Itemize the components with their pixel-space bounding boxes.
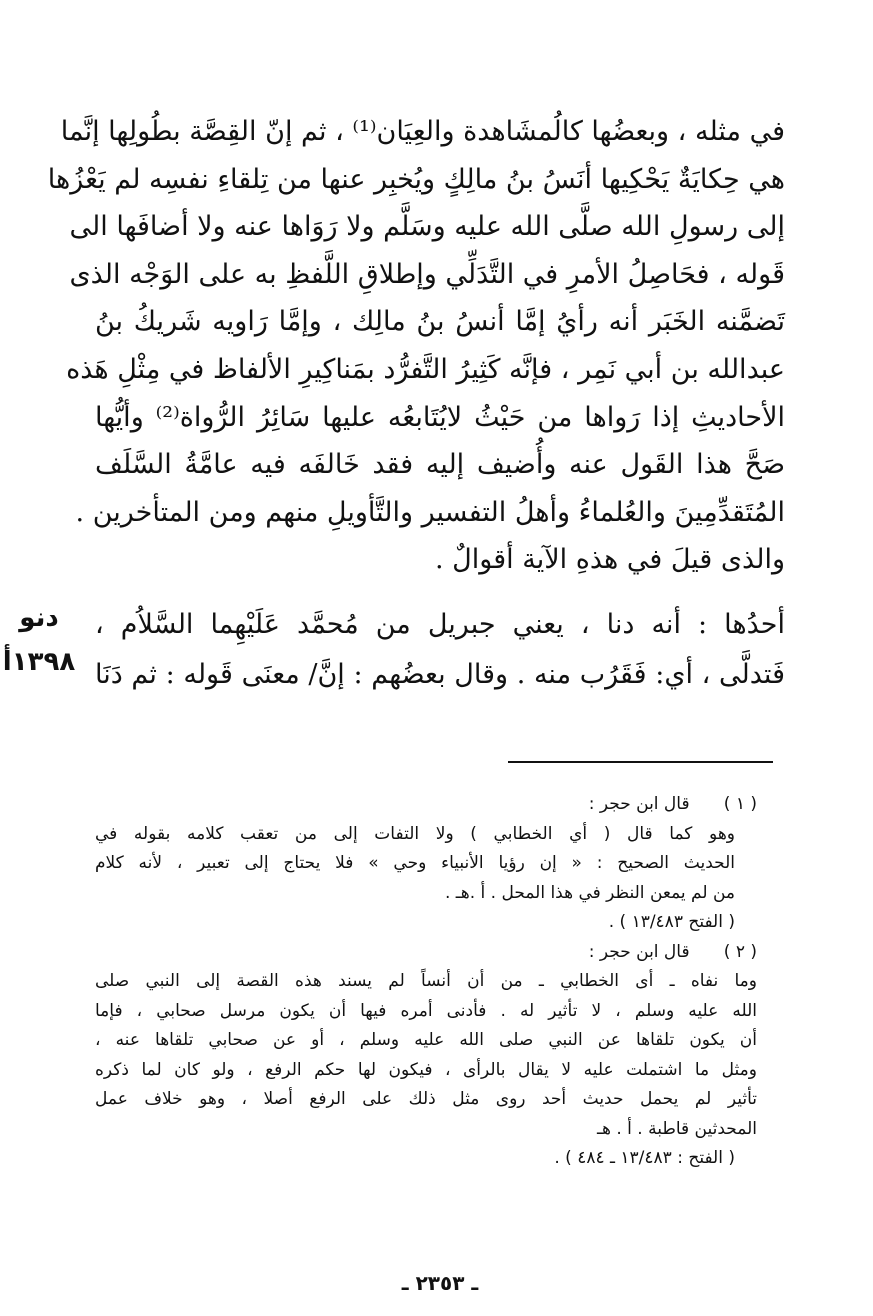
footnote-number: ( ٢ ) [723, 941, 757, 962]
main-text-line: إلى رسولِ الله صلَّى الله عليه وسَلَّم ولا رَوَاها عنه ولا أضافَها الى [69, 211, 785, 243]
main-text-block [47, 108, 785, 584]
footnotes-block [95, 790, 757, 1174]
footnote-reference: ( الفتح ١٣/٤٨٣ ) . [608, 912, 735, 932]
footnote-body [95, 967, 757, 1174]
footnote-line: الحديث الصحيح : « إن رؤيا الأنبياء وحي » فلا يحتاج إلى تعبير ، لأنه كلام [95, 853, 735, 873]
section-text-line: فَتدلَّى ، أي: فَقَرُب منه . وقال بعضُهم : إنَّ/ معنَى قَوله : ثم دَنَا [95, 659, 785, 690]
section-text-line: أحدُها : أنه دنا ، يعني جبريل من مُحمَّد عَلَيْهِما السَّلاُم ، [95, 609, 785, 640]
main-text-line: تَضمَّنه الخَبَر أنه رأيُ إمَّا أنسُ بنُ مالِك ، وإمَّا رَاويه شَريكُ بنُ [95, 306, 785, 338]
footnote-line: ومثل ما اشتملت عليه لا يقال بالرأى ، فيكون لها حكم الرفع ، ولو كان لما ذكره [95, 1059, 757, 1080]
page-number: ـ ٢٣٥٣ ـ [401, 1271, 479, 1295]
margin-note [0, 596, 78, 684]
footnote-line: المحدثين قاطبة . أ . هـ [596, 1118, 757, 1139]
section-aqwal-block [95, 600, 785, 700]
footnote-1 [95, 790, 757, 938]
footnote-heading [95, 938, 757, 968]
footnote-line: من لم يمعن النظر في هذا المحل . أ .هـ . [444, 882, 735, 903]
main-text-line: الأحاديثِ إذا رَواها من حَيْثُ لايُتَابعُه عليها سَائِرُ الرُّواة⁽²⁾ وأيُّها [95, 401, 785, 433]
footnote-2 [95, 938, 757, 1174]
margin-note-word: دنو [19, 603, 59, 633]
footnote-heading [95, 790, 757, 820]
main-text-line: قَوله ، فحَاصِلُ الأمرِ في التَّدَلِّي وإطلاقِ اللَّفظِ به على الوَجْه الذى [69, 258, 785, 290]
main-text-line: والذى قيلَ في هذهِ الآية أقوالٌ . [435, 544, 785, 576]
footnote-number: ( ١ ) [723, 794, 757, 814]
footnote-line: أن يكون تلقاها عن النبي صلى الله عليه وسلم ، أو عن صحابي تلقاها عنه ، [95, 1030, 757, 1050]
margin-note-number: ١٣٩٨أ [2, 647, 76, 677]
footnote-line: وهو كما قال ( أي الخطابي ) ولا التفات إلى من تعقب كلامه بقوله في [95, 823, 735, 844]
footnote-line: وما نفاه ـ أى الخطابي ـ من أن أنساً لم يسند هذه القصة إلى النبي صلى [95, 971, 757, 991]
main-text-line: عبدالله بن أبي نَمِر ، فإنَّه كَثِيرُ التَّفرُّد بمَناكِيرِ الألفاظ في مِثْلِ هَذه [66, 353, 785, 385]
footnote-reference: ( الفتح : ١٣/٤٨٣ ـ ٤٨٤ ) . [554, 1148, 735, 1168]
main-text-line: في مثله ، وبعضُها كالُمشَاهدة والعِيَان⁽¹⁾ ، ثم إنّ القِصَّة بطُولِها إنَّما [60, 116, 785, 147]
footnote-head-text: قال ابن حجر : [588, 794, 690, 814]
main-text-line: المُتَقدِّمِينَ والعُلماءُ وأهلُ التفسير والتَّأويلِ منهم ومن المتأخرين . [75, 496, 785, 528]
footnote-body [95, 820, 757, 938]
main-text-line: هي حِكايَةٌ يَحْكِيها أنَسُ بنُ مالِكٍ ويُخبِر عنها من تِلقاءِ نفسِه لم يَعْزُها [47, 163, 785, 195]
footnote-head-text: قال ابن حجر : [588, 941, 690, 962]
main-text-line: صَحَّ هذا القَول عنه وأُضيف إليه فقد خَالفَه فيه عامَّةُ السَّلَف [95, 449, 785, 481]
footnote-line: الله عليه وسلم ، لا تأثير له . فأدنى أمره فيها أن يكون مرسل صحابي ، فإما [95, 1000, 757, 1021]
footnote-separator [508, 761, 773, 763]
footnote-line: تأثير لم يحمل حديث أحد روى مثل ذلك على الرفع أصلا ، وهو خلاف عمل [95, 1089, 757, 1109]
